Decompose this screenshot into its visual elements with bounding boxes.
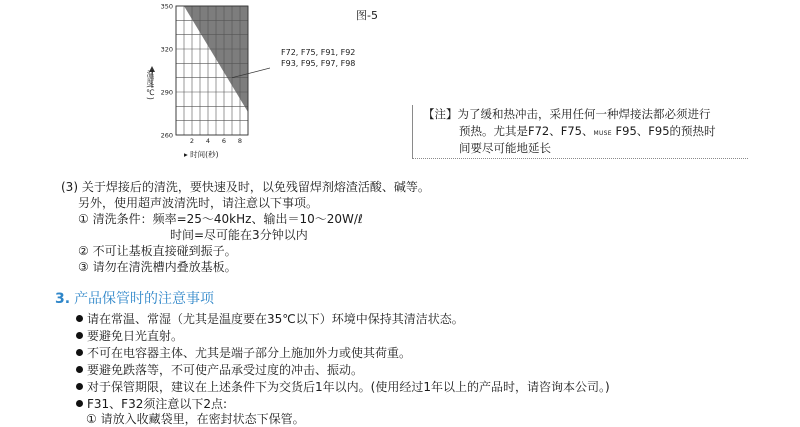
- bullet-dot: [76, 315, 83, 322]
- y-axis-label-text: 温度(℃): [146, 70, 155, 100]
- x-tick-label: 4: [205, 137, 211, 145]
- bullet-dot: [76, 349, 83, 356]
- cleaning-condition-1: ① 清洗条件：频率=25～40kHz、输出＝10～20W/ℓ: [78, 212, 363, 226]
- chart-annotation-line1: F72, F75, F91, F92: [281, 48, 356, 57]
- storage-bullet-6-text: F31、F32须注意以下2点:: [87, 397, 228, 411]
- x-axis-label: [184, 150, 219, 160]
- note-line-2-pre: 预热。尤其是F72、F75、: [459, 124, 594, 138]
- note-box: [412, 105, 748, 159]
- x-tick-label: 6: [221, 137, 227, 145]
- storage-bullet-5: [76, 379, 610, 395]
- y-tick-label: 320: [160, 45, 173, 54]
- chart-annotation-line2: F93, F95, F97, F98: [281, 59, 356, 68]
- bullet-dot: [76, 366, 83, 373]
- note-line-2-post: F95、F95的预热时: [611, 124, 716, 138]
- storage-bullet-1-text: 请在常温、常湿（尤其是温度要在35℃以下）环境中保持其清洁状态。: [87, 312, 464, 326]
- bullet-dot: [76, 332, 83, 339]
- y-axis-label: [144, 70, 156, 103]
- storage-bullet-4-text: 要避免跌落等，不可使产品承受过度的冲击、振动。: [87, 363, 364, 377]
- note-line-2: [459, 124, 716, 141]
- cleaning-condition-3: ③ 请勿在清洗槽内叠放基板。: [78, 260, 237, 274]
- bullet-dot: [76, 383, 83, 390]
- note-muse-mark: MUSE: [593, 130, 612, 137]
- section-3-title-text: 产品保管时的注意事项: [74, 291, 215, 307]
- storage-bullet-3-text: 不可在电容器主体、尤其是端子部分上施加外力或使其荷重。: [87, 346, 412, 360]
- storage-bullet-5-text: 对于保管期限，建议在上述条件下为交货后1年以内。(使用经过1年以上的产品时，请咨询本公司。): [87, 380, 610, 394]
- y-tick-label: 260: [160, 131, 173, 140]
- storage-bullet-1: [76, 311, 464, 327]
- cleaning-item-3: (3) 关于焊接后的清洗，要快速及时，以免残留焊剂熔渣活酸、碱等。: [61, 180, 430, 194]
- storage-bullet-2-text: 要避免日光直射。: [87, 329, 184, 343]
- section-3-number: 3.: [55, 291, 71, 307]
- x-tick-label: 2: [189, 137, 195, 145]
- storage-bullet-3: [76, 345, 411, 361]
- x-axis-arrow: ▸: [184, 150, 188, 159]
- storage-bullet-6: [76, 396, 227, 412]
- note-line-3: 间要尽可能地延长: [459, 141, 551, 155]
- note-line-1: 【注】为了缓和热冲击，采用任何一种焊接法都必须进行: [423, 107, 711, 121]
- section-3-title: [55, 290, 214, 308]
- cleaning-ultrasonic-note: 另外，使用超声波清洗时，请注意以下事项。: [78, 196, 319, 210]
- storage-sub-1: ① 请放入收藏袋里，在密封状态下保管。: [86, 412, 305, 426]
- cleaning-condition-1-time: 时间=尽可能在3分钟以内: [170, 228, 308, 242]
- x-tick-label: 8: [237, 137, 243, 145]
- storage-bullet-4: [76, 362, 363, 378]
- y-tick-label: 350: [160, 2, 173, 11]
- storage-bullet-2: [76, 328, 183, 344]
- cleaning-condition-2: ② 不可让基板直接碰到振子。: [78, 244, 237, 258]
- y-tick-label: 290: [160, 88, 173, 97]
- x-axis-label-text: 时间(秒): [190, 150, 219, 159]
- figure-caption: 图-5: [356, 9, 378, 22]
- bullet-dot: [76, 400, 83, 407]
